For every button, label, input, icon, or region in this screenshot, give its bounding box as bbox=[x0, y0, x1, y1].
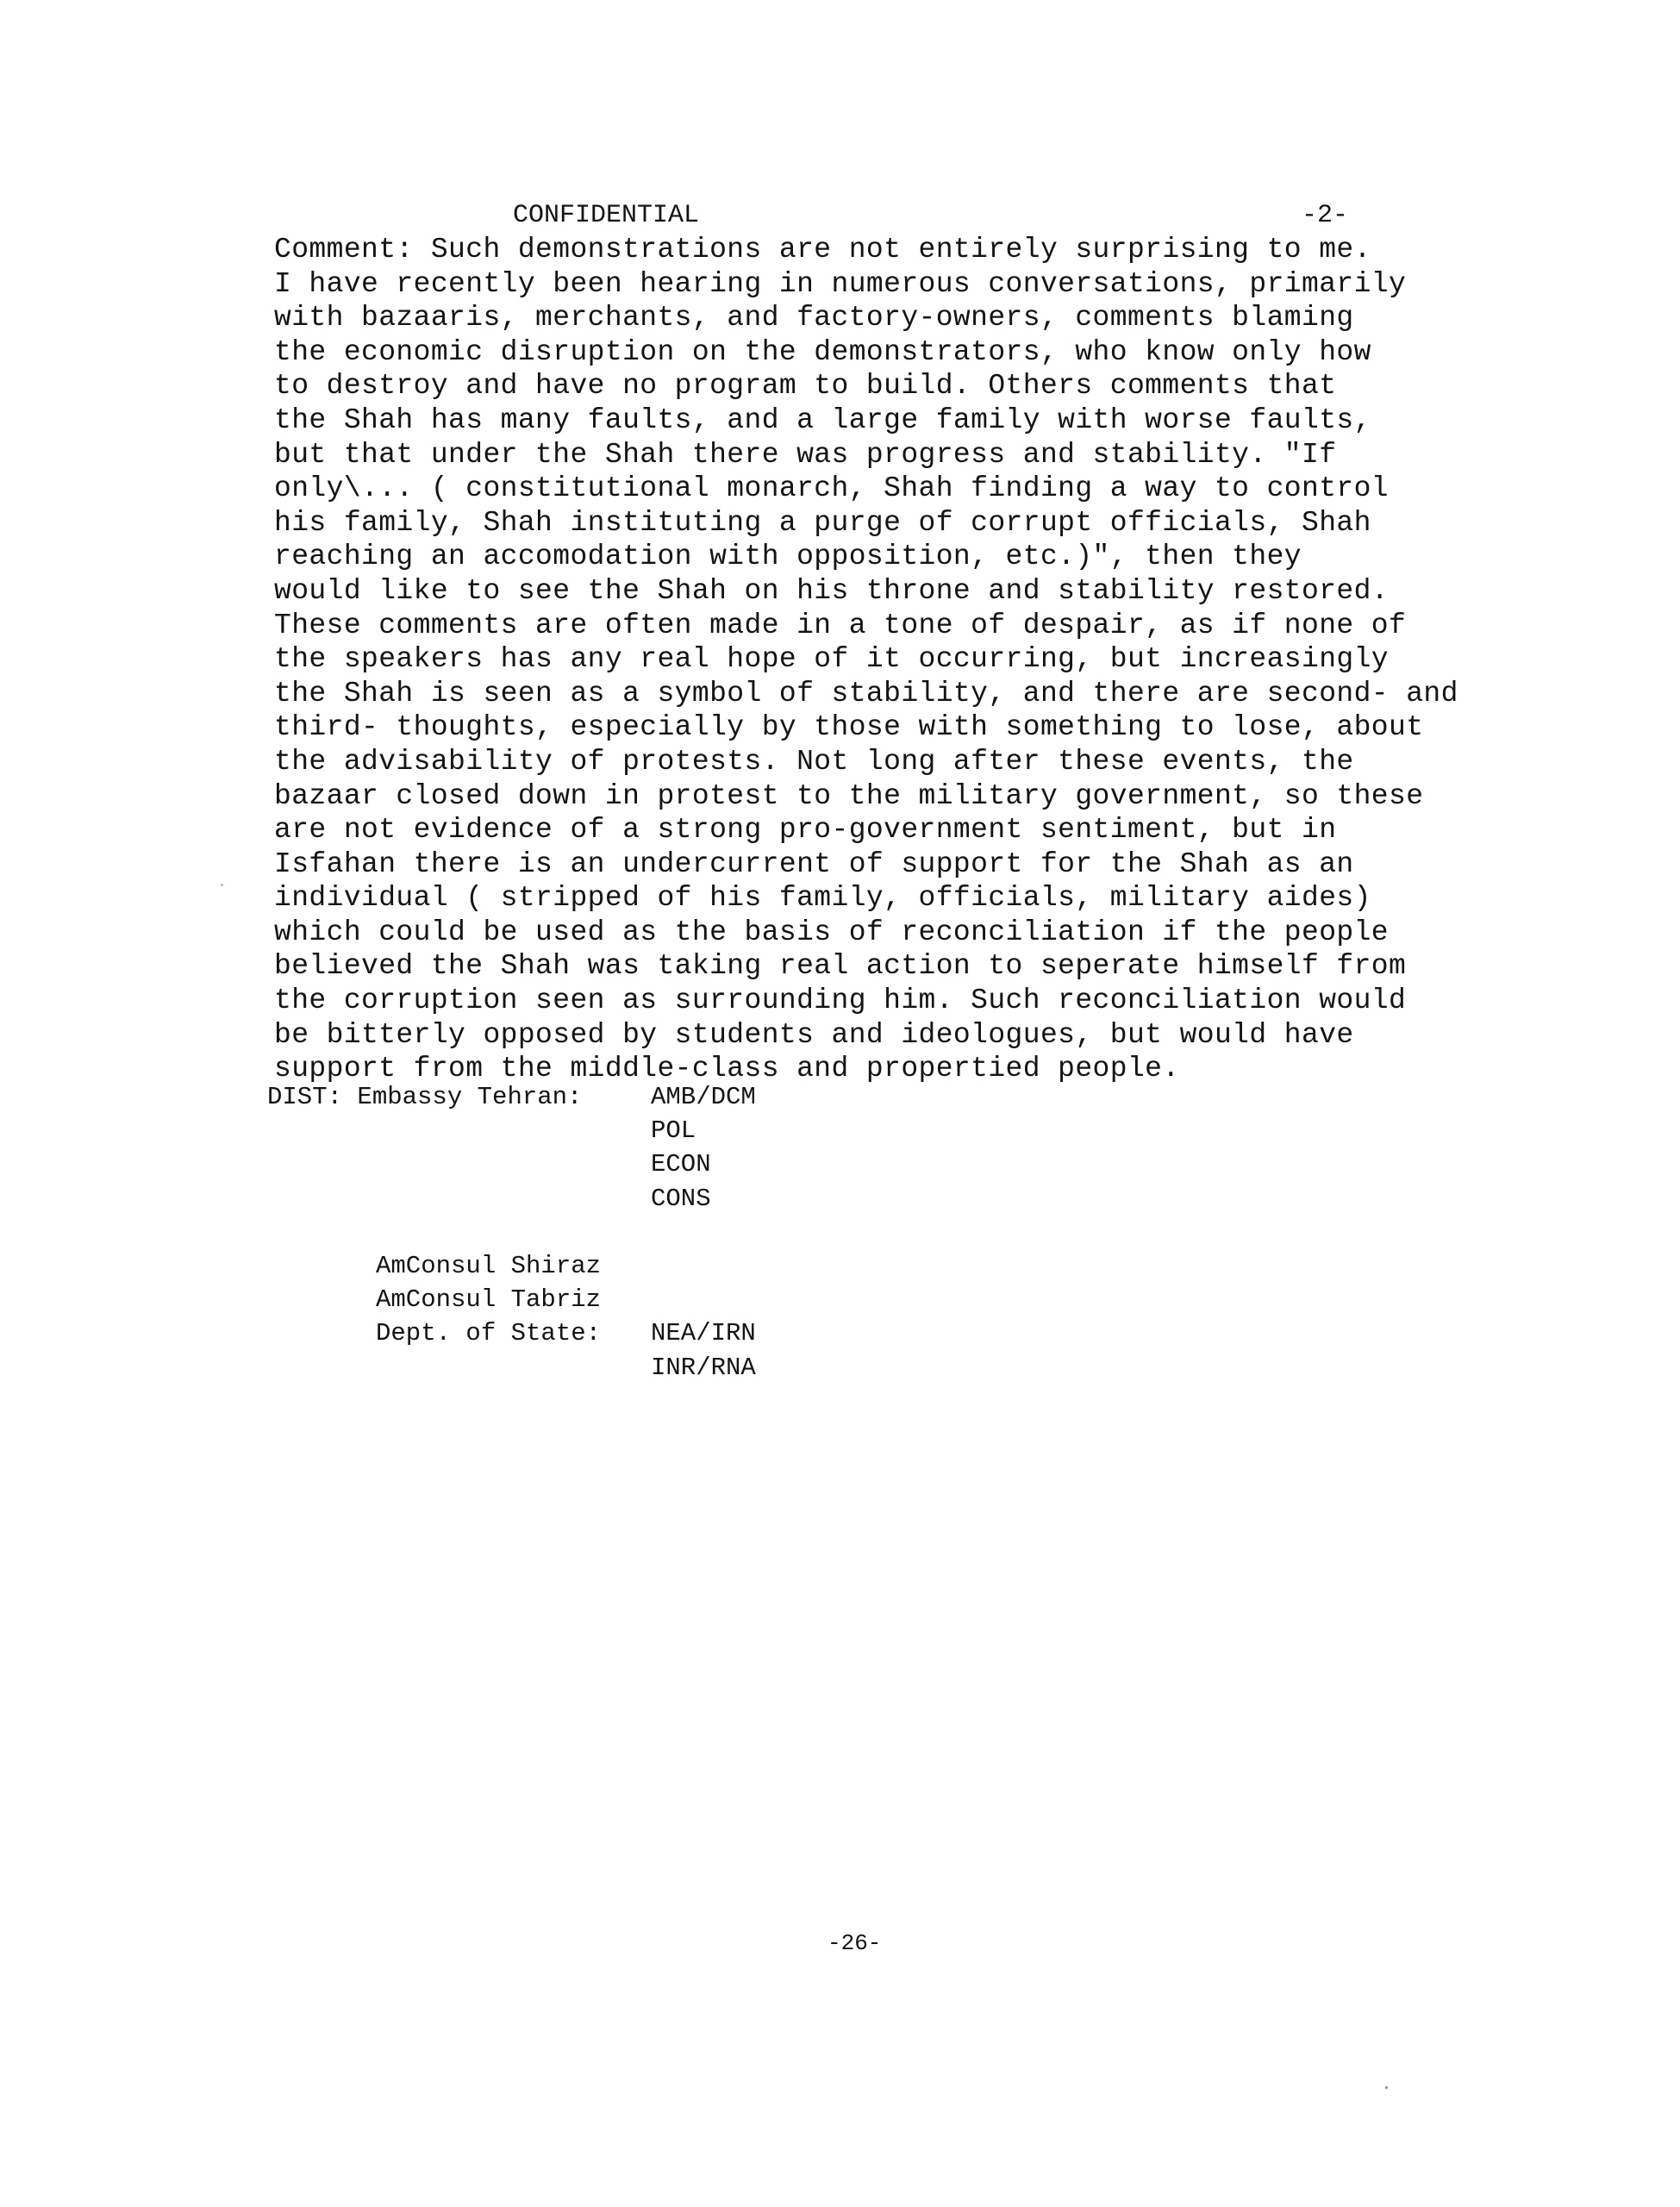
scan-speck bbox=[221, 884, 223, 886]
body-line: the corruption seen as surrounding him. Such reconciliation would bbox=[274, 985, 1407, 1017]
body-line: would like to see the Shah on his throne and stability restored. bbox=[274, 574, 1390, 607]
body-line: the Shah is seen as a symbol of stability, and there are second- and bbox=[274, 677, 1458, 710]
distribution-label: AmConsul Shiraz bbox=[376, 1251, 602, 1280]
distribution-label: DIST: Embassy Tehran: bbox=[267, 1083, 583, 1111]
distribution-label: AmConsul Tabriz bbox=[376, 1285, 602, 1315]
body-line: be bitterly opposed by students and ideologues, but would have bbox=[274, 1018, 1354, 1051]
body-line: believed the Shah was taking real action to seperate himself from bbox=[274, 950, 1407, 983]
distribution-office: INR/RNA bbox=[651, 1353, 756, 1382]
distribution-office: POL bbox=[651, 1116, 696, 1146]
body-line: the speakers has any real hope of it occurring, but increasingly bbox=[274, 643, 1390, 676]
body-line: with bazaaris, merchants, and factory-owners, comments blaming bbox=[274, 302, 1354, 334]
body-line: the Shah has many faults, and a large family with worse faults, bbox=[274, 403, 1371, 436]
body-line: the advisability of protests. Not long after these events, the bbox=[274, 745, 1354, 778]
body-line: Isfahan there is an undercurrent of support for the Shah as an bbox=[274, 847, 1354, 880]
body-line: his family, Shah instituting a purge of corrupt officials, Shah bbox=[274, 506, 1371, 539]
body-line: the economic disruption on the demonstrators, who know only how bbox=[274, 335, 1371, 368]
footer-page-number: -26- bbox=[828, 1930, 882, 1956]
body-line: are not evidence of a strong pro-government sentiment, but in bbox=[274, 814, 1337, 847]
header-page-number: -2- bbox=[1302, 201, 1349, 230]
body-line: reaching an accomodation with opposition, etc.)", then they bbox=[274, 541, 1302, 573]
classification-marking: CONFIDENTIAL bbox=[513, 201, 700, 230]
body-line: but that under the Shah there was progress and stability. "If bbox=[274, 438, 1337, 471]
body-line: bazaar closed down in protest to the military government, so these bbox=[274, 779, 1424, 812]
body-line: which could be used as the basis of reconciliation if the people bbox=[274, 916, 1390, 948]
comment-body bbox=[274, 233, 1515, 1086]
distribution-label: Dept. of State: bbox=[376, 1319, 602, 1348]
body-line: These comments are often made in a tone of despair, as if none of bbox=[274, 609, 1407, 641]
page-header bbox=[513, 198, 1375, 233]
body-line: support from the middle-class and propertied people. bbox=[274, 1053, 1180, 1085]
body-line: third- thoughts, especially by those with something to lose, about bbox=[274, 711, 1424, 744]
body-line: only\... ( constitutional monarch, Shah finding a way to control bbox=[274, 472, 1390, 505]
body-line: Comment: Such demonstrations are not entirely surprising to me. bbox=[274, 234, 1371, 266]
body-line: individual ( stripped of his family, officials, military aides) bbox=[274, 882, 1371, 915]
scan-speck bbox=[1385, 2086, 1388, 2089]
body-line: to destroy and have no program to build. Others comments that bbox=[274, 370, 1337, 403]
distribution-office: NEA/IRN bbox=[651, 1319, 756, 1348]
distribution-office: ECON bbox=[651, 1150, 711, 1179]
distribution-office: CONS bbox=[651, 1184, 711, 1213]
distribution-office: AMB/DCM bbox=[651, 1083, 756, 1111]
body-line: I have recently been hearing in numerous conversations, primarily bbox=[274, 267, 1407, 300]
